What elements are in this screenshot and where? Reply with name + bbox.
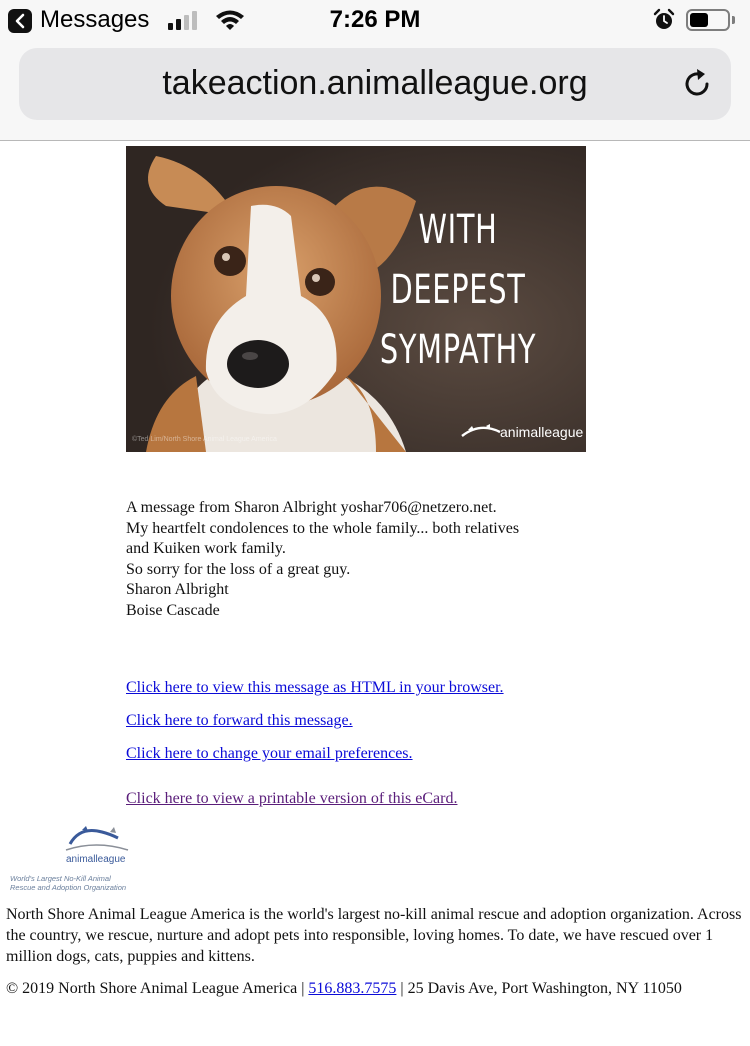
reload-icon[interactable] xyxy=(679,66,715,102)
alarm-icon xyxy=(652,8,676,32)
browser-toolbar xyxy=(0,40,750,141)
photo-credit: ©Ted Lim/North Shore Animal League America xyxy=(132,436,277,443)
ecard-brand-logo xyxy=(460,418,584,442)
organization-description: North Shore Animal League America is the world's largest no-kill animal rescue and adoption organization. Across the country, we rescue, nurture and adopt pets into responsible, loving homes. To date, we have rescued over 1 million dogs, cats, puppies and kittens. xyxy=(6,906,742,965)
ecard-logo-text: animalleague xyxy=(500,424,584,440)
message-line: So sorry for the loss of a great guy. xyxy=(126,560,351,578)
message-line: Sharon Albright xyxy=(126,581,229,599)
status-bar xyxy=(0,0,750,40)
message-line: A message from Sharon Albright yoshar706@netzero.net. xyxy=(126,499,497,516)
message-line: and Kuiken work family. xyxy=(126,540,286,558)
address-text: | 25 Davis Ave, Port Washington, NY 11050 xyxy=(396,980,682,997)
headline-line-1: WITH DEEPEST xyxy=(390,207,526,313)
copyright-prefix: © 2019 North Shore Animal League America | xyxy=(6,980,309,997)
headline-line-2: SYMPATHY xyxy=(379,327,537,373)
back-app-label[interactable]: Messages xyxy=(40,6,150,33)
view-as-html-link[interactable]: Click here to view this message as HTML in your browser. xyxy=(126,679,504,696)
battery-cap xyxy=(732,16,735,24)
league-swoosh-icon xyxy=(460,418,502,442)
ecard-headline xyxy=(379,200,537,380)
ecard-image xyxy=(126,146,586,452)
forward-message-link[interactable]: Click here to forward this message. xyxy=(126,712,353,729)
clock: 7:26 PM xyxy=(329,6,421,33)
printable-version-link[interactable]: Click here to view a printable version of this eCard. xyxy=(126,790,458,807)
email-preferences-link[interactable]: Click here to change your email preferences. xyxy=(126,745,413,762)
battery-level xyxy=(690,13,708,27)
copyright-line xyxy=(6,978,744,999)
footer-logo-text: animalleague xyxy=(66,854,126,865)
ecard-message xyxy=(126,498,596,622)
message-line: Boise Cascade xyxy=(126,601,220,619)
footer-logo-tagline: World's Largest No-Kill Animal Rescue and Adoption Organization xyxy=(10,874,127,892)
url-text[interactable]: takeaction.animalleague.org xyxy=(162,64,588,102)
battery-icon xyxy=(686,9,730,31)
footer-logo xyxy=(10,824,134,894)
phone-link[interactable]: 516.883.7575 xyxy=(308,980,397,997)
address-bar[interactable] xyxy=(19,48,731,120)
message-line: My heartfelt condolences to the whole family... both relatives xyxy=(126,519,520,537)
